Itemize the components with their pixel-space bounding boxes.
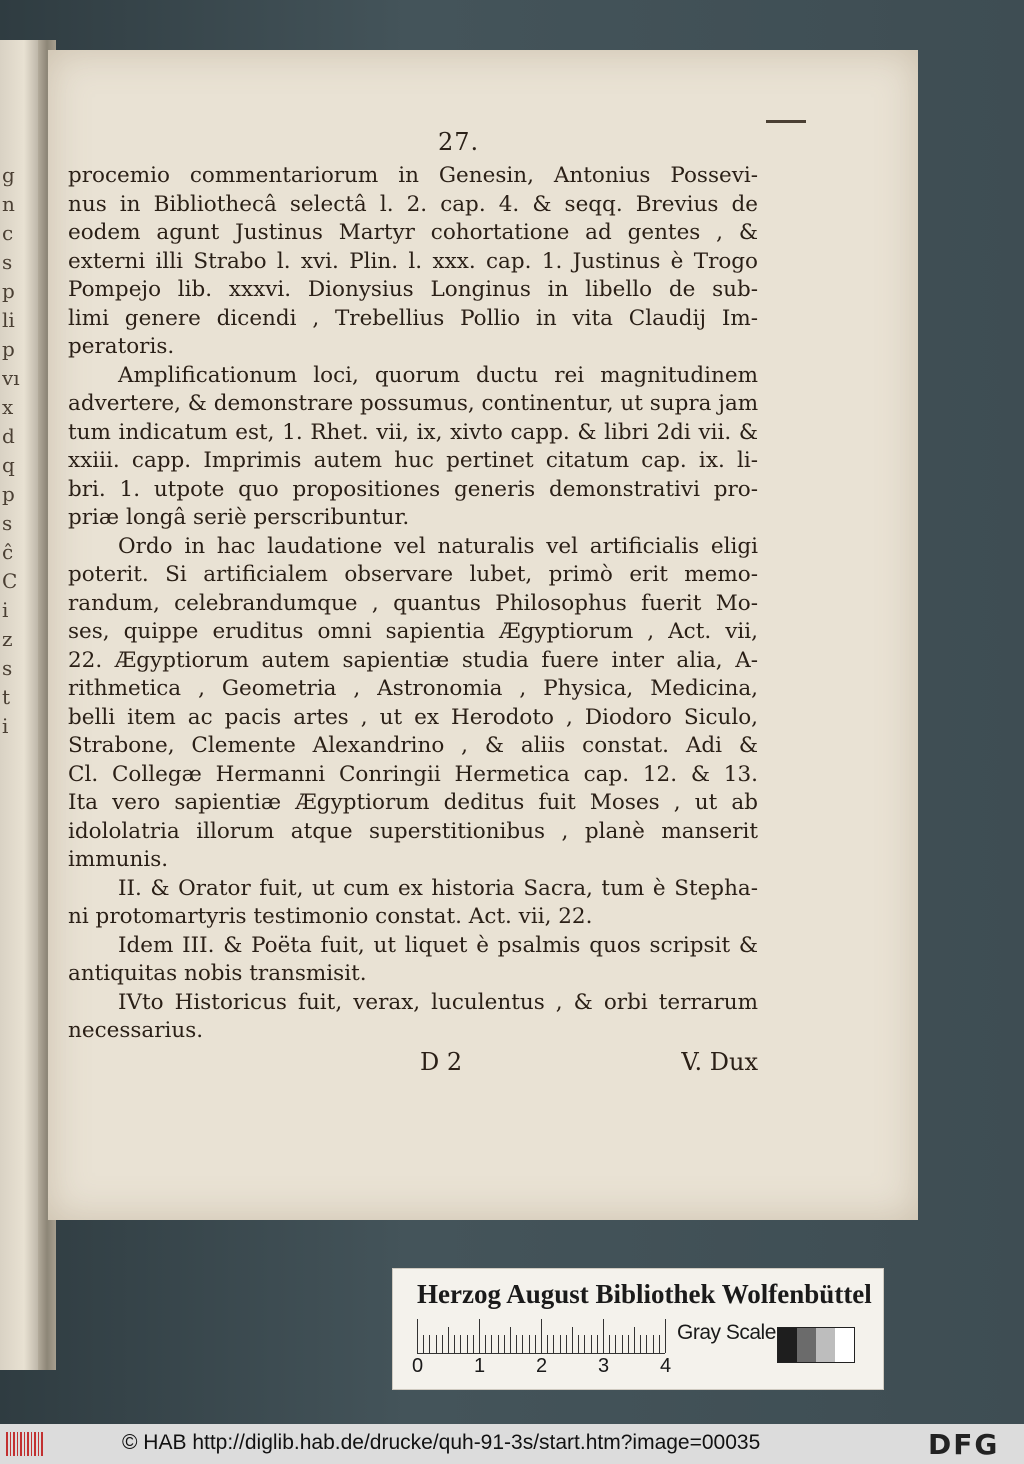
ruler-tick xyxy=(628,1335,629,1353)
text-line: externi illi Strabo l. xvi. Plin. l. xxx. cap. 1. Justinus è Trogo xyxy=(68,248,758,274)
text-line: 22. Ægyptiorum autem sapientiæ studia fuere inter alia, A- xyxy=(68,647,758,673)
text-line: tum indicatum est, 1. Rhet. vii, ix, xivto capp. & libri 2di vii. & xyxy=(68,419,758,445)
ruler-tick xyxy=(510,1327,511,1353)
ruler-number: 1 xyxy=(474,1355,486,1377)
text-line: eodem agunt Justinus Martyr cohortatione ad gentes , & xyxy=(68,220,758,245)
ruler-tick xyxy=(448,1327,449,1353)
ruler-tick xyxy=(615,1335,616,1353)
library-name: Herzog August Bibliothek Wolfenbüttel xyxy=(417,1279,872,1309)
ruler-tick xyxy=(417,1319,418,1353)
text-line: rithmetica , Geometria , Astronomia , Physica, Medicina, xyxy=(68,676,758,701)
text-line: Pompejo lib. xxxvi. Dionysius Longinus in libello de sub- xyxy=(68,277,758,302)
text-line: Amplificationum loci, quorum ductu rei magnitudinem xyxy=(118,362,758,388)
text-line: ni protomartyris testimonio constat. Act. vii, 22. xyxy=(68,904,593,929)
previous-page-fragment: t xyxy=(2,685,11,709)
text-line: advertere, & demonstrare possumus, continentur, ut supra jam xyxy=(68,391,759,416)
ruler-tick xyxy=(553,1335,554,1353)
ruler-tick xyxy=(491,1335,492,1353)
text-line: nus in Bibliothecâ selectâ l. 2. cap. 4. & seqq. Brevius de xyxy=(68,191,758,217)
previous-page-fragment: i xyxy=(2,598,9,622)
viewer-footer-bar xyxy=(0,1424,1024,1464)
previous-page-fragment: s xyxy=(2,250,13,274)
ruler-tick xyxy=(504,1335,505,1353)
ruler-number: 0 xyxy=(412,1355,424,1377)
text-line: Cl. Collegæ Hermanni Conringii Hermetica cap. 12. & 13. xyxy=(68,761,758,787)
ruler-number: 3 xyxy=(598,1355,610,1377)
ruler-tick xyxy=(603,1319,604,1353)
ruler-tick xyxy=(609,1335,610,1353)
ruler-number: 2 xyxy=(536,1355,548,1377)
text-line: Idem III. & Poëta fuit, ut liquet è psalmis quos scripsit & xyxy=(118,932,758,958)
previous-page-fragment: C xyxy=(2,569,18,593)
text-line: poterit. Si artificialem observare lubet, primò erit memo- xyxy=(68,562,758,587)
ruler-tick xyxy=(547,1335,548,1353)
ruler-tick xyxy=(566,1335,567,1353)
text-line: necessarius. xyxy=(68,1018,204,1043)
ruler-tick xyxy=(646,1335,647,1353)
ruler-tick xyxy=(535,1335,536,1353)
previous-page-fragment: ĉ xyxy=(2,540,14,564)
ruler-tick xyxy=(442,1335,443,1353)
text-line: xxiii. capp. Imprimis autem huc pertinet citatum cap. ix. li- xyxy=(68,448,758,473)
scale-ruler xyxy=(417,1319,665,1354)
text-line: Strabone, Clemente Alexandrino , & aliis constat. Adi & xyxy=(68,733,758,758)
previous-page-fragment: s xyxy=(2,656,13,680)
gray-swatch xyxy=(835,1328,854,1362)
previous-page-fragment: s xyxy=(2,511,13,535)
ruler-tick xyxy=(597,1335,598,1353)
previous-page-fragment: p xyxy=(2,337,15,361)
ruler-tick xyxy=(429,1335,430,1353)
ruler-tick xyxy=(541,1319,542,1353)
previous-page-fragment: q xyxy=(2,453,15,477)
page-footer xyxy=(68,1048,758,1080)
text-line: bri. 1. utpote quo propositiones generis demonstrativi pro- xyxy=(68,476,758,502)
hab-barcode-icon[interactable] xyxy=(6,1432,44,1456)
text-line: Ita vero sapientiæ Ægyptiorum deditus fuit Moses , ut ab xyxy=(68,790,758,815)
ruler-tick xyxy=(498,1335,499,1353)
gray-scale-label: Gray Scale xyxy=(677,1321,776,1344)
signature-mark: D 2 xyxy=(420,1048,463,1076)
previous-page-fragment: c xyxy=(2,221,14,245)
text-line: belli item ac pacis artes , ut ex Herodoto , Diodoro Siculo, xyxy=(68,704,758,730)
text-line: priæ longâ seriè perscribuntur. xyxy=(68,505,410,530)
ruler-tick xyxy=(572,1327,573,1353)
ruler-tick xyxy=(460,1335,461,1353)
text-line: limi genere dicendi , Trebellius Pollio in vita Claudij Im- xyxy=(68,305,758,331)
copyright-link[interactable]: © HAB http://diglib.hab.de/drucke/quh-91-3s/start.htm?image=00035 xyxy=(122,1431,761,1454)
ruler-number: 4 xyxy=(660,1355,672,1377)
previous-page-fragment: d xyxy=(2,424,15,448)
previous-page-edge xyxy=(0,40,40,1370)
ruler-tick xyxy=(622,1335,623,1353)
ruler-tick xyxy=(467,1335,468,1353)
ruler-tick xyxy=(529,1335,530,1353)
ruler-tick xyxy=(578,1335,579,1353)
ruler-tick xyxy=(659,1335,660,1353)
text-line: randum, celebrandumque , quantus Philosophus fuerit Mo- xyxy=(68,590,758,616)
previous-page-fragment: z xyxy=(2,627,13,651)
ruler-tick xyxy=(423,1335,424,1353)
ruler-tick xyxy=(591,1335,592,1353)
text-line: II. & Orator fuit, ut cum ex historia Sacra, tum è Stepha- xyxy=(118,875,758,901)
text-line: antiquitas nobis transmisit. xyxy=(68,961,367,986)
dfg-logo[interactable]: DFG xyxy=(928,1428,1000,1461)
previous-page-fragment: p xyxy=(2,279,15,303)
previous-page-fragment: x xyxy=(2,395,14,419)
ruler-tick xyxy=(485,1335,486,1353)
library-label xyxy=(392,1268,884,1390)
ink-mark xyxy=(766,120,806,123)
previous-page-fragment: p xyxy=(2,482,15,506)
ruler-tick xyxy=(584,1335,585,1353)
previous-page-fragment: li xyxy=(2,308,15,332)
gray-swatch xyxy=(816,1328,835,1362)
text-line: IVto Historicus fuit, verax, luculentus , & orbi terrarum xyxy=(118,989,758,1015)
previous-page-fragment: i xyxy=(2,714,9,738)
text-line: procemio commentariorum in Genesin, Antonius Possevi- xyxy=(68,163,758,188)
text-line: peratoris. xyxy=(68,334,175,359)
previous-page-fragment: vı xyxy=(2,366,20,390)
text-line: idololatria illorum atque superstitionibus , planè manserit xyxy=(68,818,758,844)
ruler-tick xyxy=(522,1335,523,1353)
ruler-tick xyxy=(454,1335,455,1353)
book-page xyxy=(48,50,918,1220)
ruler-tick xyxy=(665,1319,666,1353)
ruler-tick xyxy=(653,1335,654,1353)
ruler-tick xyxy=(640,1335,641,1353)
text-line: immunis. xyxy=(68,847,169,872)
gray-swatch xyxy=(797,1328,816,1362)
gray-scale-swatch xyxy=(777,1327,855,1363)
ruler-tick xyxy=(479,1319,480,1353)
page-text xyxy=(68,162,758,1046)
previous-page-fragment: n xyxy=(2,192,15,216)
page-number: 27. xyxy=(438,128,480,156)
previous-page-fragment: g xyxy=(2,163,15,187)
ruler-tick xyxy=(516,1335,517,1353)
ruler-tick xyxy=(560,1335,561,1353)
ruler-numbers xyxy=(412,1355,687,1379)
text-line: ses, quippe eruditus omni sapientia Ægyptiorum , Act. vii, xyxy=(68,619,758,644)
ruler-tick xyxy=(634,1327,635,1353)
catchword: V. Dux xyxy=(681,1048,758,1076)
text-line: Ordo in hac laudatione vel naturalis vel artificialis eligi xyxy=(118,533,758,559)
ruler-tick xyxy=(473,1335,474,1353)
gray-swatch xyxy=(778,1328,797,1362)
ruler-tick xyxy=(436,1335,437,1353)
